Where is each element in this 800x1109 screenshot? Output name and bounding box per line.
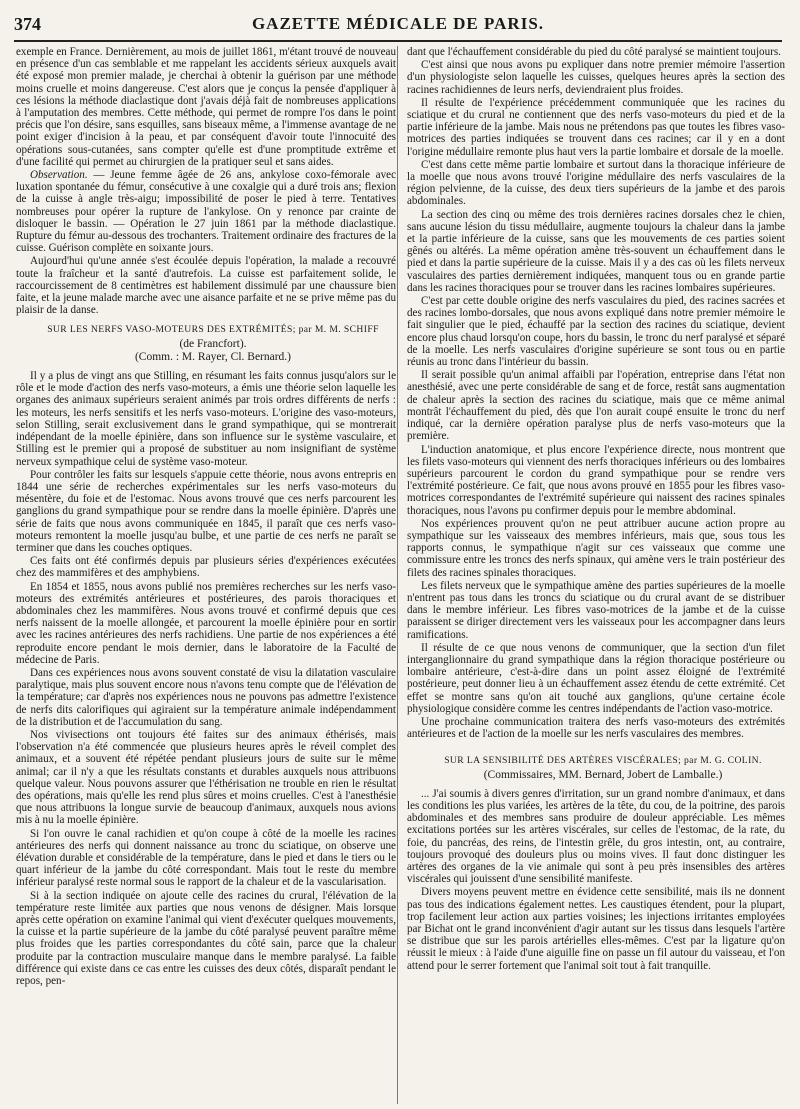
paragraph: dant que l'échauffement considérable du pied du côté paralysé se maintient toujours. <box>407 46 781 58</box>
paragraph: Divers moyens peuvent mettre en évidence cette sensibilité, mais ils ne donnent pas tous des indications également nettes. Les caustiques étendent, pour la plupart, trop facilement leur action aux parties voisines; les injections irritantes employées par Bichat ont le grand inconvénient d'agir autant sur les tissus dans lesquels l'artère se distribue que sur les parois artérielles elles-mêmes. C'est par la ligature qu'on réussit le mieux : à l'aide d'une aiguille fine on passe un fil autour du vaisseau, et l'on attend pour le serrer fortement que l'animal soit tout à fait tranquille. <box>407 886 785 972</box>
paragraph: Dans ces expériences nous avons souvent constaté de visu la dilatation vasculaire paralytique, mais plus souvent encore nous n'avons tenu compte que de l'élévation de la température; car d'après nos expériences nous ne pouvons pas admettre l'existence de nerfs dits calorifiques qui agiraient sur la température animale indépendamment de la distribution et de l'accumulation du sang. <box>16 666 396 728</box>
paragraph: Si l'on ouvre le canal rachidien et qu'on coupe à côté de la moelle les racines antérieures des nerfs qui donnent naissance au tronc du sciatique, on observe une élévation durable et considérable de la température, dans le pied et dans le tiers ou le quart inférieur de la jambe du côté correspondant. Mais tout le reste du membre inférieur paralysé reste normal sous le rapport de la chaleur et de la vascularisation. <box>16 827 396 889</box>
paragraph: Il y a plus de vingt ans que Stilling, en résumant les faits connus jusqu'alors sur le rôle et le mode d'action des nerfs vaso-moteurs, a émis une théorie selon laquelle les organes des animaux supérieurs seraient animés par trois ordres différents de nerfs : les moteurs, les nerfs sensitifs et les nerfs vaso-moteurs. L'origine des vaso-moteurs, selon Stilling, serait exclusivement dans le grand sympathique, qui se montrerait indépendant de la moelle épinière, dans son influence sur le système vasculaire, et Stilling est le premier qui a proposé de substituer au nom insignifiant de système nerveux sympathique celui de système vaso-moteur. <box>16 370 396 468</box>
section-commission: (Comm. : M. Rayer, Cl. Bernard.) <box>134 350 292 363</box>
section-commission: (Commissaires, MM. Bernard, Jobert de Lamballe.) <box>483 768 723 781</box>
paragraph: Les filets nerveux que le sympathique amène des parties supérieures de la moelle n'entrent pas tous dans les troncs du sciatique ou du crural avant de se distribuer dans le membre inférieur. Les fibres vaso-motrices de la jambe et de la cuisse paraissent se diriger directement vers les vaisseaux pour les accompagner dans leurs ramifications. <box>407 579 785 641</box>
paragraph: Ces faits ont été confirmés depuis par plusieurs séries d'expériences exécutées chez des mammifères et des amphybiens. <box>16 555 396 580</box>
section-title: SUR LES NERFS VASO-MOTEURS DES EXTRÉMITÉS; par M. M. SCHIFF <box>47 324 379 336</box>
paragraph: Il résulte de ce que nous venons de communiquer, que la section d'un filet interganglionnaire du grand sympathique dans la région thoracique postérieure ou lombaire antérieure, c'est-à-dire dans un point assez éloigné de l'extrémité postérieure, peut donner lieu à un échauffement assez étendu de cette extrémité. Cet effet se montre sans qu'on ait touché aux ganglions, qu'une certaine école physiologique considère comme les centres indépendants de l'action vaso-motrice. <box>407 641 785 715</box>
observation-label: Observation. <box>30 169 88 182</box>
section-place: (de Francfort). <box>179 337 247 350</box>
paragraph: Si à la section indiquée on ajoute celle des racines du crural, l'élévation de la température reste limitée aux parties que nous venons de désigner. Mais lorsque après cette opération on examine l'animal qui vient d'exécuter quelques mouvements, la cuisse et la partie supérieure de la jambe du côté paralysé peuvent paraître même plus froides que les parties correspondantes du côté sain, parce que la chaleur produite par la contraction musculaire manque dans le membre paralysé. La faible différence qui existe dans ce cas entre les cuisses des deux côtés, disparaît pendant le repos, pen- <box>16 889 396 988</box>
section-title: SUR LA SENSIBILITÉ DES ARTÈRES VISCÉRALES; par M. G. COLIN. <box>444 755 762 767</box>
paragraph: En 1854 et 1855, nous avons publié nos premières recherches sur les nerfs vaso-moteurs des extrémités antérieures et postérieures, des parois thoraciques et abdominales chez les mammifères. Nous avons trouvé et confirmé depuis que ces nerfs naissent de la moelle allongée, et parcourent la moelle épinière pour en sortir avec les racines antérieures des nerfs rachidiens. Une partie de nos expériences a été reproduite encore pendant le mois dernier, dans le laboratoire de la Faculté de médecine de Paris. <box>16 580 396 666</box>
observation-paragraph <box>16 169 396 254</box>
paragraph: La section des cinq ou même des trois dernières racines dorsales chez le chien, sans aucune lésion du tissu médullaire, augmente toujours la chaleur dans la jambe et la partie inférieure de la cuisse, sans que les mouvements de ces parties soient gênés ou altérés. La même opération amène très-souvent un échauffement dans le pied et dans la partie supérieure de la cuisse. Mais il y a des cas où les filets nerveux vasculaires des parties dernièrement indiquées, manquent tous ou en grande partie dans les racines thoraciques pour se trouver dans les racines lombaires supérieures. <box>407 208 785 294</box>
page-header <box>14 8 782 42</box>
left-column <box>16 46 396 1104</box>
paragraph: Nos vivisections ont toujours été faites sur des animaux éthérisés, mais l'observation n'a été commencée que plusieurs heures après le réveil complet des animaux, et a souvent été répétée pendant plusieurs jours de suite sur le même animal; car il n'y a que les résultats constants et durables auxquels nous attribuons quelque valeur. Nous pouvons assurer que l'éthérisation ne trouble en rien le résultat des opérations, mais qu'elle les rend plus sûres et moins cruelles. C'est à l'anesthésie que nous attribuons la longue survie de beaucoup d'animaux, auxquels nous avions mis à nu la moelle épinière. <box>16 728 396 827</box>
paragraph: Il résulte de l'expérience précédemment communiquée que les racines du sciatique et du crural ne contiennent que des nerfs vaso-moteurs du pied et de la partie inférieure de la jambe. Mais nous ne prétendons pas que toutes les fibres vaso-motrices des parties indiquées se trouvent dans ces racines; car il y en a dont l'origine médullaire remonte plus haut vers la partie lombaire et dorsale de la moelle. <box>407 96 785 158</box>
paragraph: exemple en France. Dernièrement, au mois de juillet 1861, m'étant trouvé de nouveau en présence d'un cas semblable et me rappelant les accidents sérieux auxquels avait été exposé mon premier malade, je cherchai à obtenir la guérison par une méthode moins cruelle et moins dangereuse. C'est alors que je conçus la pensée d'appliquer à ces lésions la méthode diaclastique dont j'avais déjà fait de nombreuses applications à l'amputation des membres. Cette méthode, qui permet de rompre l'os dans le point précis que l'on désire, sans esquilles, sans biseaux même, a l'immense avantage de ne point exiger d'incision à la peau, et par conséquent d'avoir toute l'innocuité des opérations sous-cutanées, sans compter qu'elle est d'une promptitude extrême et d'une facilité qui permet au chirurgien de la pratiquer seul et sans aides. <box>16 46 396 168</box>
journal-title: GAZETTE MÉDICALE DE PARIS. <box>251 14 545 33</box>
paragraph: ... J'ai soumis à divers genres d'irritation, sur un grand nombre d'animaux, et dans les conditions les plus variées, les artères de la tête, du cou, de la poitrine, des parois abdominales et des membres sans produire de douleur appréciable. Les mêmes excitations portées sur les artères viscérales, sur celles de l'estomac, de la rate, du foie, du pancréas, des reins, de l'intestin grêle, du gros intestin, ont, au contraire, toujours provoqué des douleurs plus ou moins vives. Il faut donc distinguer les artères des organes de la vie animale qui sont à peu près insensibles des artères viscérales qui jouissent d'une sensibilité manifeste. <box>407 787 785 886</box>
paragraph: C'est ainsi que nous avons pu expliquer dans notre premier mémoire l'assertion d'un physiologiste selon laquelle les cuisses, quelques heures après la section des racines rachidiennes de leurs nerfs, deviendraient plus froides. <box>407 59 785 96</box>
paragraph: Aujourd'hui qu'une année s'est écoulée depuis l'opération, la malade a recouvré toute la fraîcheur et la santé d'autrefois. La cuisse est parfaitement solide, le raccourcissement de 8 centimètres est habilement dissimulé par une chaussure bien faite, et la jeune malade marche avec une aisance parfaite et ne se prive même pas du plaisir de la danse. <box>16 255 396 317</box>
paragraph: Il serait possible qu'un animal affaibli par l'opération, entreprise dans l'état non anesthésié, avec une perte considérable de sang et de force, restât sans augmentation de chaleur après la section des racines du sciatique, mais que ce même animal montrât l'échauffement du pied, dès que l'on aurait coupé ensuite le tronc du nerf indiqué, car la dernière opération paralyse plus de nerfs vaso-moteurs que la première. <box>407 369 785 443</box>
observation-text: — Jeune femme âgée de 26 ans, ankylose coxo-fémorale avec luxation spontanée du fémur, consécutive à une coxalgie qui a duré trois ans; flexion de la cuisse à angle très-aigu; impossibilité de poser le pied à terre. Tentatives nombreuses pour opérer la rupture de l'ankylose. On y renonce par crainte de disloquer le bassin. — Opération le 27 juin 1861 par la méthode diaclastique. Rupture du fémur au-dessous des trochanters. Traitement ordinaire des fractures de la cuisse. Guérison complète en soixante jours. <box>16 169 396 255</box>
column-divider <box>397 46 398 1104</box>
paragraph: Nos expériences prouvent qu'on ne peut attribuer aucune action propre au sympathique sur les vaisseaux des membres inférieurs, mais que, sous tous les rapports connus, le sympathique n'agit sur ces vaisseaux que comme une commissure entre les troncs des nerfs spinaux, qui amène vers le train postérieur des filets des racines spinales thoraciques. <box>407 517 785 579</box>
paragraph: Pour contrôler les faits sur lesquels s'appuie cette théorie, nous avons entrepris en 1844 une série de recherches expérimentales sur les nerfs vaso-moteurs du mésentère, du foie et de l'estomac. Nous avons trouvé que ces nerfs parcourent les ganglions du grand sympathique pour se rendre dans la moelle épinière. D'après une série de faits que nous avons communiquée en 1845, il paraît que ces nerfs vaso-moteurs remontent la moelle jusqu'au bulbe, et une partie de ces nerfs ne paraît se terminer que dans les couches optiques. <box>16 468 396 554</box>
paragraph: C'est par cette double origine des nerfs vasculaires du pied, des racines sacrées et des racines lombo-dorsales, que nous avons expliqué dans notre premier mémoire le fait singulier que le pied, échauffé par la section des racines du sciatique, devient encore plus chaud lorsqu'on coupe, hors du bassin, le tronc du nerf paralysé et séparé de la moelle. Les nerfs vasculaires d'origine supérieure se sont tous ou en partie réunis au tronc dans l'intérieur du bassin. <box>407 295 785 369</box>
paragraph: C'est dans cette même partie lombaire et surtout dans la thoracique inférieure de la moelle que nous avons trouvé l'origine médullaire des nerfs vasculaires de la région pelvienne, de la cuisse, des deux tiers supérieurs de la jambe et des parois abdominales. <box>407 158 785 208</box>
paragraph: Une prochaine communication traitera des nerfs vaso-moteurs des extrémités antérieures et de l'action de la moelle sur les nerfs vasculaires des membres. <box>407 715 785 741</box>
paragraph: L'induction anatomique, et plus encore l'expérience directe, nous montrent que les filets vaso-moteurs qui viennent des nerfs thoraciques inférieurs ou des lombaires supérieurs parcourent le cordon du grand sympathique pour se rendre vers l'extrémité postérieure. Ce fait, que nous avons prouvé en 1855 pour les fibres vaso-motrices correspondantes de l'extrémité supérieure qui naissent des racines spinales thoraciques, nous l'avons pu confirmer depuis pour le membre abdominal. <box>407 443 785 517</box>
page-number: 374 <box>14 13 41 34</box>
right-column <box>407 46 785 1104</box>
